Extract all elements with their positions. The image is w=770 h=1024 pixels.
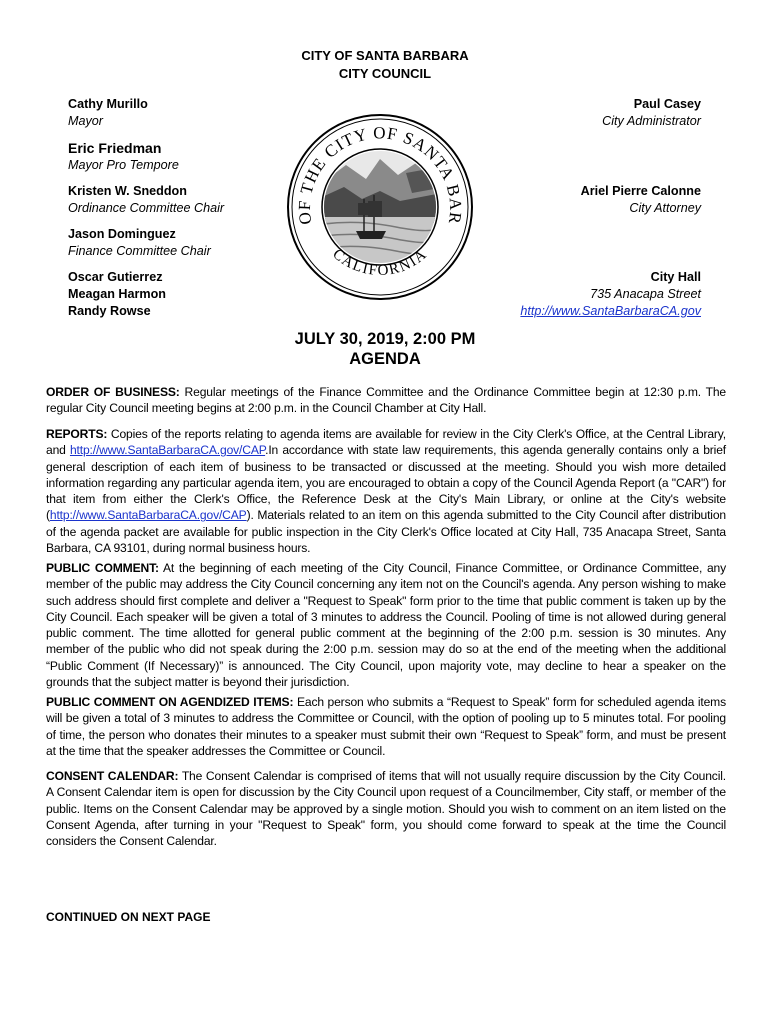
agendized-items-section xyxy=(46,694,726,759)
member-name: Randy Rowse xyxy=(68,304,151,318)
city-hall-block xyxy=(520,269,701,320)
section-label: ORDER OF BUSINESS: xyxy=(46,385,180,399)
city-name: CITY OF SANTA BARBARA xyxy=(301,48,469,63)
section-text: .In accordance with state law requirements, this agenda generally contains only a brief general description of each item of business to be transacted or discussed at the meeting. Should you wish more detailed information regarding any particular agenda item, you are encouraged to obtain a copy of the Council Agenda Report (a "CAR") for that item from either the Clerk's Office, the Reference Desk at the City's Main Library, or online at the City's website ( xyxy=(46,443,726,523)
official-title: Mayor xyxy=(68,114,103,128)
member-name: Oscar Gutierrez xyxy=(68,270,163,284)
order-of-business xyxy=(46,384,726,417)
reports-section xyxy=(46,426,726,556)
member-name: Meagan Harmon xyxy=(68,287,166,301)
official-name: Ariel Pierre Calonne xyxy=(580,184,701,198)
section-text: Regular meetings of the Finance Committee and the Ordinance Committee begin at 12:30 p.m. The regular City Council meeting begins at 2:00 p.m. in the Council Chamber at City Hall. xyxy=(46,385,727,416)
section-label: PUBLIC COMMENT: xyxy=(46,561,159,575)
svg-text:CALIFORNIA: CALIFORNIA xyxy=(329,246,431,280)
agenda-heading: AGENDA xyxy=(349,350,421,368)
public-comment-section xyxy=(46,560,726,690)
consent-calendar-section xyxy=(46,768,726,849)
city-seal-icon xyxy=(286,113,474,301)
official-name: Cathy Murillo xyxy=(68,97,148,111)
continued-notice: CONTINUED ON NEXT PAGE xyxy=(46,910,211,924)
official-title: Ordinance Committee Chair xyxy=(68,201,225,215)
meeting-date: JULY 30, 2019, 2:00 PM xyxy=(294,330,476,348)
section-text: Copies of the reports relating to agenda items are available for review in the City Clerk's Office, at the Central Library, and xyxy=(46,427,726,458)
cap-link[interactable]: http://www.SantaBarbaraCA.gov/CAP xyxy=(69,443,266,458)
official-city-administrator xyxy=(602,96,701,130)
official-name: Jason Dominguez xyxy=(68,227,176,241)
official-title: City Administrator xyxy=(602,114,701,128)
section-label: PUBLIC COMMENT ON AGENDIZED ITEMS: xyxy=(46,695,294,709)
council-members xyxy=(68,269,166,320)
official-title: Mayor Pro Tempore xyxy=(68,158,179,172)
official-name: Eric Friedman xyxy=(68,140,162,156)
section-label: REPORTS: xyxy=(46,427,108,441)
svg-text:SEAL OF THE CITY OF SANTA BARB: OF THE CITY OF SANTA BAR xyxy=(294,123,466,226)
official-ordinance-chair xyxy=(68,183,224,217)
city-hall-address: 735 Anacapa Street xyxy=(590,287,701,301)
city-hall-label: City Hall xyxy=(650,270,701,284)
official-title: City Attorney xyxy=(629,201,701,215)
official-name: Paul Casey xyxy=(633,97,701,111)
cap-link[interactable]: http://www.SantaBarbaraCA.gov/CAP xyxy=(49,508,247,523)
section-text: ). Materials related to an item on this agenda submitted to the City Council after distribution of the agenda packet are available for public inspection in the City Clerk's Office located at City Hall, 735 Anacapa Street, Santa Barbara, CA 93101, during normal business hours. xyxy=(46,508,726,556)
section-text: The Consent Calendar is comprised of items that will not usually require discussion by the City Council. A Consent Calendar item is open for discussion by the City Council upon request of a Councilmember, City staff, or member of the public. Items on the Consent Calendar may be approved by a single motion. Should you wish to comment on an item listed on the Consent Agenda, after turning in your "Request to Speak" form, you should come forward to speak at the time the Council considers the Consent Calendar. xyxy=(46,769,726,849)
official-finance-chair xyxy=(68,226,211,260)
official-title: Finance Committee Chair xyxy=(68,244,211,258)
city-website-link[interactable]: http://www.SantaBarbaraCA.gov xyxy=(520,304,701,318)
official-mayor xyxy=(68,96,148,130)
official-mayor-pro-tem xyxy=(68,139,179,174)
official-name: Kristen W. Sneddon xyxy=(68,184,187,198)
official-city-attorney xyxy=(581,183,701,217)
section-label: CONSENT CALENDAR: xyxy=(46,769,179,783)
section-text: At the beginning of each meeting of the City Council, Finance Committee, or Ordinance Committee, any member of the public may address the City Council concerning any item not on the Council's agenda. Any person wishing to make such address should first complete and deliver a "Request to Speak" form prior to the time that public comment is taken up by the City Council. Each speaker will be given a total of 3 minutes to address the Council. Pooling of time is not allowed during general public comment. The time allotted for general public comment at the beginning of the 2:00 p.m. session is 30 minutes. Any member of the public who did not speak during the 2:00 p.m. session may do so at the end of the meeting when the additional “Public Comment (If Necessary)” is announced. The City Council, upon majority vote, may decline to hear a speaker on the grounds that the subject matter is beyond their jurisdiction. xyxy=(46,561,726,690)
section-text: Each person who submits a “Request to Speak” form for scheduled agenda items will be given a total of 3 minutes to address the Committee or Council, with the option of pooling up to 5 minutes total. For pooling of time, the person who donates their minutes to a speaker must submit their own “Request to Speak” form, and must be present at the time that the speaker addresses the Committee or Council. xyxy=(46,695,726,758)
council-name: CITY COUNCIL xyxy=(338,66,432,81)
